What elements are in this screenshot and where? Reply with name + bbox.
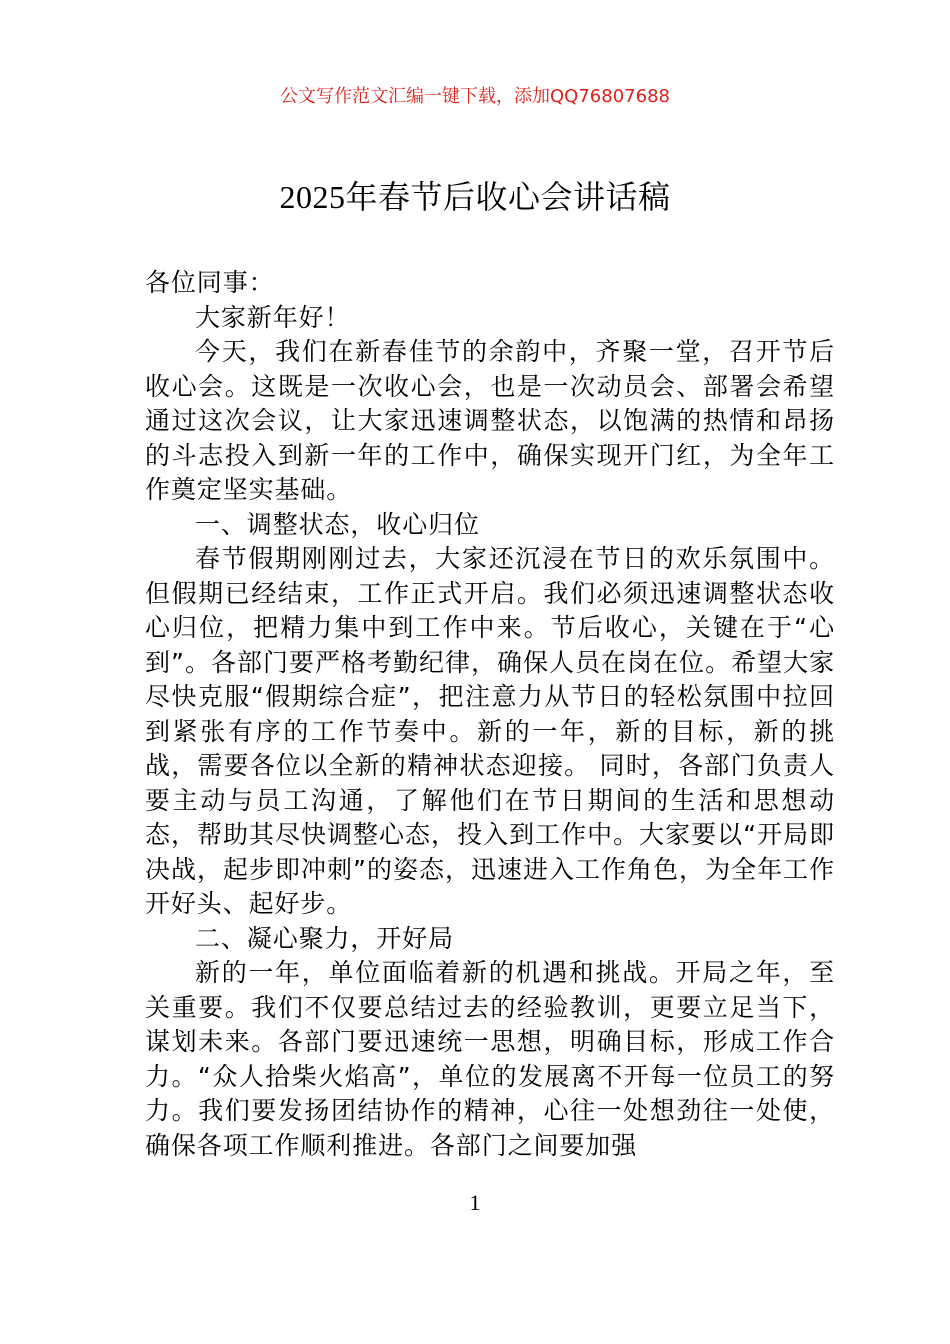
section-heading-1: 一、调整状态，收心归位 bbox=[195, 509, 480, 539]
section-body-2: 新的一年，单位面临着新的机遇和挑战。开局之年，至关重要。我们不仅要总结过去的经验教训，更要立足当下，谋划未来。各部门要迅速统一思想，明确目标，形成工作合力。“众人拾柴火焰高”，单位的发展离不开每一位员工的努力。我们要发扬团结协作的精神，心往一处想劲往一处使，确保各项工作顺利推进。各部门之间要加强 bbox=[145, 958, 835, 1160]
promo-watermark-header: 公文写作范文汇编一键下载，添加QQ76807688 bbox=[280, 86, 670, 107]
document-body bbox=[145, 266, 835, 1163]
opening-paragraph: 今天，我们在新春佳节的余韵中，齐聚一堂，召开节后收心会。这既是一次收心会，也是一次动员会、部署会希望通过这次会议，让大家迅速调整状态，以饱满的热情和昂扬的斗志投入到新一年的工作中，确保实现开门红，为全年工作奠定坚实基础。 bbox=[145, 337, 835, 504]
section-body-1: 春节假期刚刚过去，大家还沉浸在节日的欢乐氛围中。但假期已经结束，工作正式开启。我们必须迅速调整状态收心归位，把精力集中到工作中来。节后收心，关键在于“心到”。各部门要严格考勤纪律，确保人员在岗在位。希望大家尽快克服“假期综合症”，把注意力从节日的轻松氛围中拉回到紧张有序的工作节奏中。新的一年，新的目标，新的挑战，需要各位以全新的精神状态迎接。 同时，各部门负责人要主动与员工沟通，了解他们在节日期间的生活和思想动态，帮助其尽快调整心态，投入到工作中。大家要以“开局即决战，起步即冲刺”的姿态，迅速进入工作角色，为全年工作开好头、起好步。 bbox=[145, 544, 835, 918]
section-heading-2: 二、凝心聚力，开好局 bbox=[195, 923, 455, 953]
page-number: 1 bbox=[469, 1190, 481, 1215]
document-title: 2025年春节后收心会讲话稿 bbox=[279, 179, 671, 215]
salutation: 各位同事： bbox=[145, 268, 275, 297]
greeting: 大家新年好！ bbox=[195, 302, 351, 332]
